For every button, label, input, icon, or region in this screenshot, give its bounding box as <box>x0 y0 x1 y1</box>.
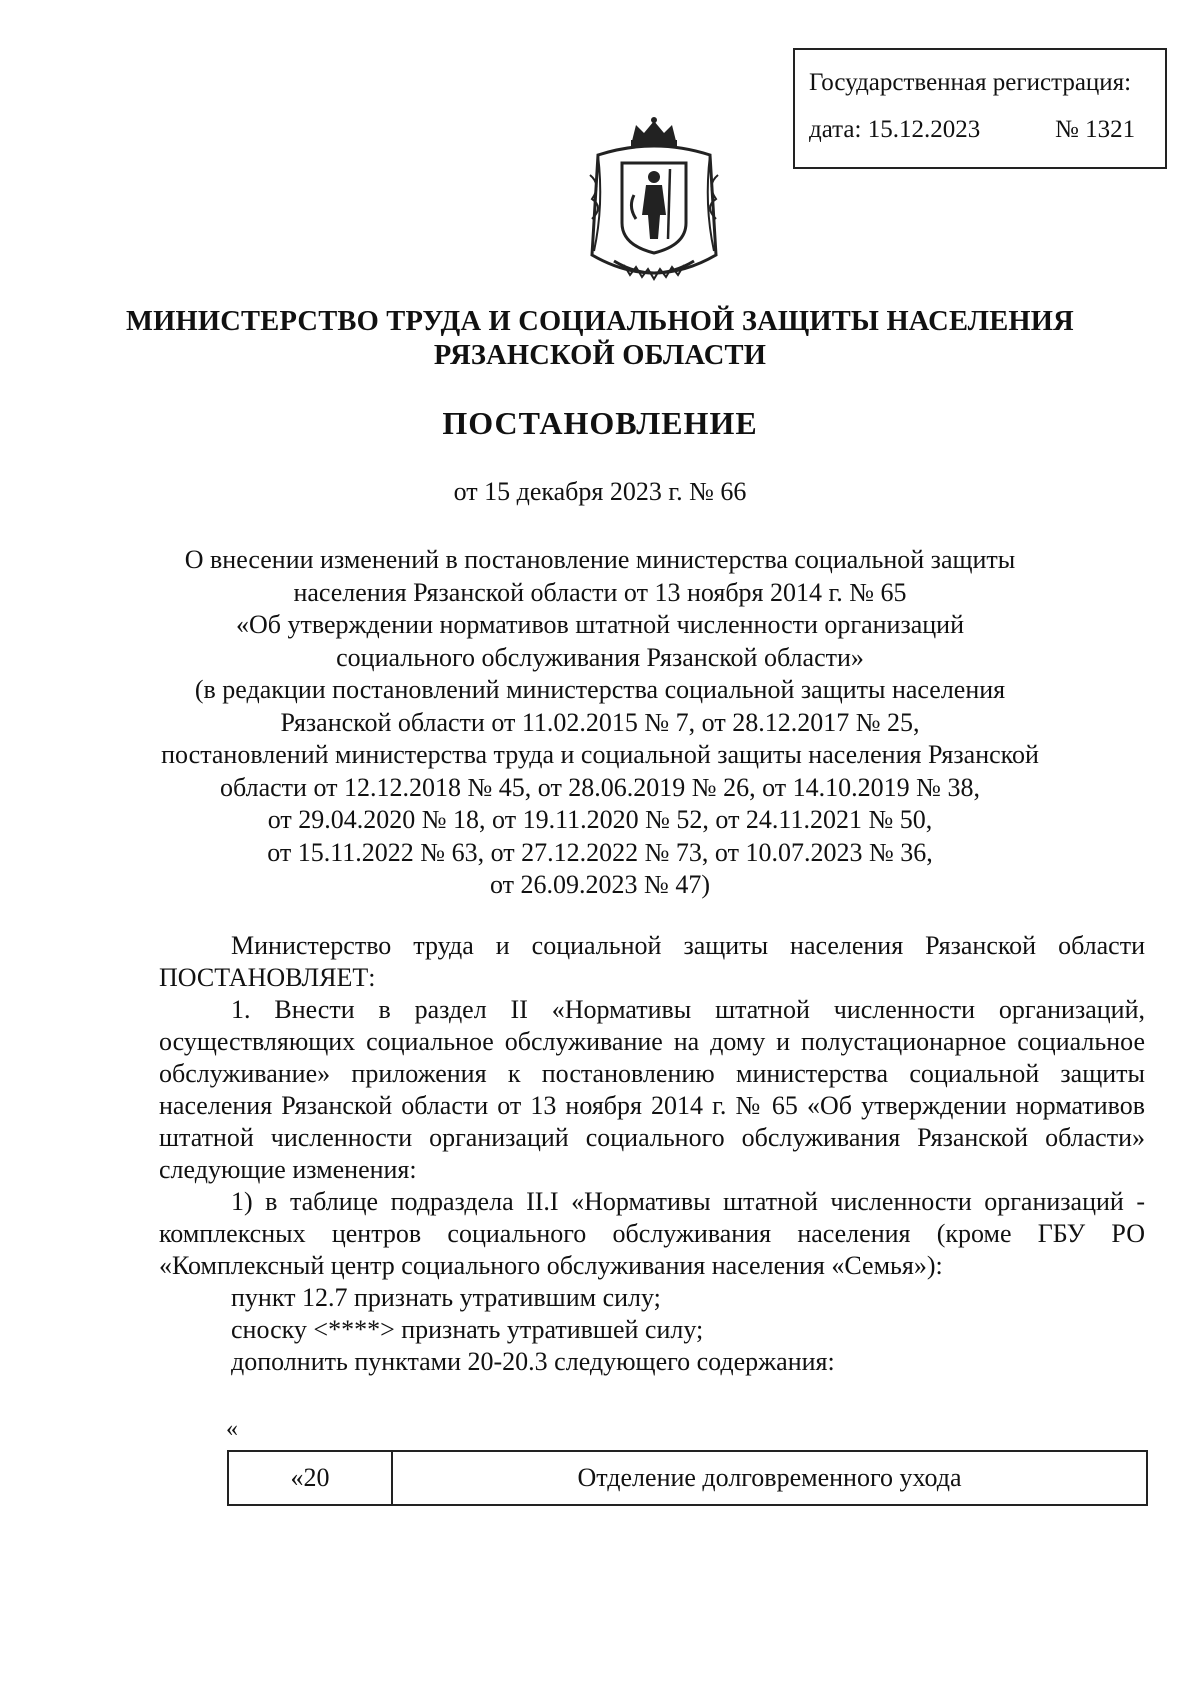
line-supplement: дополнить пунктами 20-20.3 следующего содержания: <box>231 1347 835 1376</box>
subject-line: от 15.11.2022 № 63, от 27.12.2022 № 73, от 10.07.2023 № 36, <box>267 837 933 867</box>
ministry-title-line2: РЯЗАНСКОЙ ОБЛАСТИ <box>433 340 767 371</box>
registration-box <box>793 48 1167 169</box>
norms-table <box>227 1450 1148 1506</box>
registration-number: № 1321 <box>1055 116 1136 143</box>
ryazan-coat-of-arms-icon <box>584 115 724 291</box>
subject-line: постановлений министерства труда и социальной защиты населения Рязанской <box>161 740 1039 769</box>
subject-line: О внесении изменений в постановление министерства социальной защиты <box>184 545 1016 574</box>
subject-line: Рязанской области от 11.02.2015 № 7, от 28.12.2017 № 25, <box>280 707 920 737</box>
table-open-quote: « <box>226 1416 238 1442</box>
subject-line: «Об утверждении нормативов штатной численности организаций <box>236 610 964 639</box>
subject-line: социального обслуживания Рязанской области» <box>336 642 864 672</box>
item-1-paragraph: 1. Внести в раздел II «Нормативы штатной численности организаций, осуществляющих социальное обслуживание на дому и полустационарное социальное обслуживание» приложения к постановлению министерства социальной защиты населения Рязанской области от 13 ноября 2014 г. № 65 «Об утверждении нормативов штатной численности организаций социального обслуживания Рязанской области» следующие изменения: <box>159 995 1145 1184</box>
subject-line: населения Рязанской области от 13 ноября 2014 г. № 65 <box>293 577 907 607</box>
preamble-paragraph: Министерство труда и социальной защиты населения Рязанской области ПОСТАНОВЛЯЕТ: <box>159 931 1145 992</box>
registration-heading: Государственная регистрация: <box>809 69 1132 96</box>
subitem-1-paragraph: 1) в таблице подраздела II.I «Нормативы штатной численности организаций - комплексных центров социального обслуживания населения (кроме ГБУ РО «Комплексный центр социального обслуживания населения «Семья»): <box>159 1187 1145 1280</box>
document-type: ПОСТАНОВЛЕНИЕ <box>442 405 758 441</box>
registration-details <box>809 115 1165 145</box>
subject-line: области от 12.12.2018 № 45, от 28.06.2019 № 26, от 14.10.2019 № 38, <box>220 772 980 802</box>
document-subject <box>150 544 1050 902</box>
table-row <box>228 1451 1147 1505</box>
subject-line: от 26.09.2023 № 47) <box>490 870 710 899</box>
ministry-title <box>0 305 1200 373</box>
line-item-12-7: пункт 12.7 признать утратившим силу; <box>231 1283 661 1312</box>
row-number-cell: «20 <box>228 1451 392 1505</box>
subject-line: (в редакции постановлений министерства социальной защиты населения <box>194 675 1006 704</box>
registration-date: дата: 15.12.2023 <box>809 116 981 143</box>
ministry-title-line1: МИНИСТЕРСТВО ТРУДА И СОЦИАЛЬНОЙ ЗАЩИТЫ НАСЕЛЕНИЯ <box>126 306 1074 337</box>
document-date: от 15 декабря 2023 г. № 66 <box>453 477 747 506</box>
document-body <box>159 930 1145 1378</box>
subject-line: от 29.04.2020 № 18, от 19.11.2020 № 52, от 24.11.2021 № 50, <box>267 805 933 834</box>
row-name-cell: Отделение долговременного ухода <box>392 1451 1147 1505</box>
line-footnote: сноску <****> признать утратившей силу; <box>231 1315 704 1344</box>
